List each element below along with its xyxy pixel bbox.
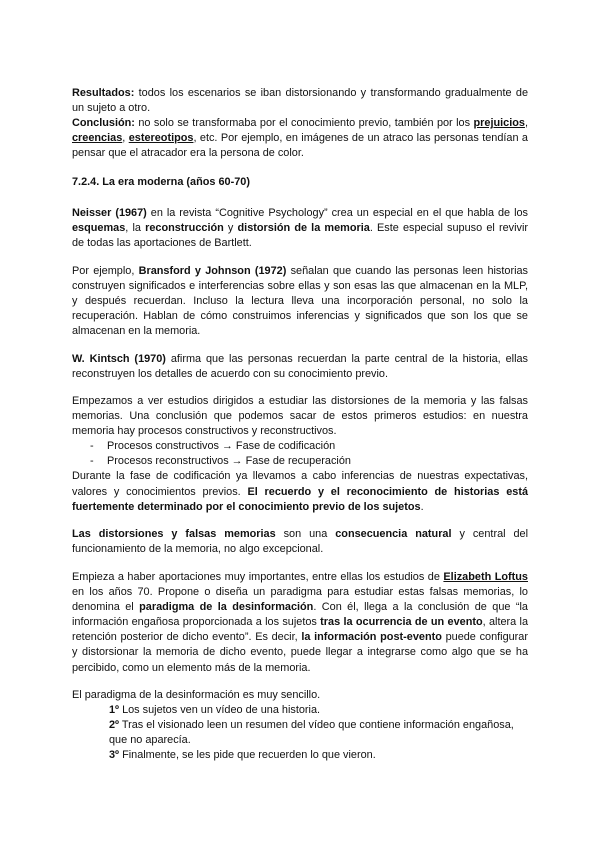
neisser-text-1: en la revista “Cognitive Psychology” crea un especial en el que habla de los xyxy=(146,207,528,219)
step-text-continued: que no aparecía. xyxy=(109,734,191,747)
neisser-text-3: y xyxy=(223,222,238,235)
bransford-text-2: señalan que cuando las personas leen historias construyen significados e interferencias sobre ellas y son esas las que almacenan en la MLP, y después recuerdan. Incluso la lectura lleva una incorporación personal, no solo la recuperación. Hablan de cómo construimos inferencias y significados que son los que se almacenan en la memoria. xyxy=(72,265,528,338)
kintsch-text: afirma que las personas recuerdan la parte central de la historia, ellas reconstruyen los detalles de acuerdo con su conocimiento previo. xyxy=(72,353,529,381)
kintsch-name: W. Kintsch (1970) xyxy=(72,353,166,365)
list-item-text: Procesos reconstructivos → Fase de recuperación xyxy=(107,455,351,468)
keyword-estereotipos: estereotipos xyxy=(128,132,194,145)
loftus-text-3: . Con él, llega a la conclusión de que “la información engañosa proporcionada a los sujetos xyxy=(72,601,528,629)
keyword-distorsion: distorsión de la memoria xyxy=(237,222,370,235)
keyword-prejuicios: prejuicios xyxy=(473,117,525,130)
conclusion-text-2: , xyxy=(524,117,528,130)
results-label: Resultados: xyxy=(72,87,135,99)
keyword-post-evento: la información post-evento xyxy=(301,631,442,644)
natural-text-2: y central del funcionamiento de la memoria, no algo excepcional. xyxy=(72,528,529,556)
paradigm-intro: El paradigma de la desinformación es muy sencillo. xyxy=(72,689,321,701)
natural-paragraph xyxy=(72,527,528,557)
keyword-reconstruccion: reconstrucción xyxy=(145,222,224,235)
loftus-text-4: , altera la retención posterior de dicho evento”. Es decir, xyxy=(72,616,529,644)
results-paragraph xyxy=(72,86,528,116)
conclusion-text-1: no solo se transformaba por el conocimiento previo, también por los xyxy=(134,117,474,130)
conclusion-text-4: , etc. Por ejemplo, en imágenes de un atraco las personas tendían a pensar que el atracador era la persona de color. xyxy=(72,132,528,160)
step-text: Finalmente, se les pide que recuerden lo que vieron. xyxy=(119,749,376,762)
list-item xyxy=(72,748,528,763)
list-item-text: Procesos constructivos → Fase de codificación xyxy=(107,440,336,453)
bransford-name: Bransford y Johnson (1972) xyxy=(138,265,287,277)
step-text: Los sujetos ven un vídeo de una historia. xyxy=(119,704,321,717)
list-item xyxy=(72,439,528,454)
neisser-text-2: , la xyxy=(125,222,146,235)
list-item xyxy=(72,718,528,748)
natural-bold-2: consecuencia natural xyxy=(335,528,452,540)
natural-bold-1: Las distorsiones y falsas memorias xyxy=(72,528,276,540)
distortions-after-end: . xyxy=(420,500,424,513)
neisser-paragraph xyxy=(72,206,528,251)
loftus-text-1: Empieza a haber aportaciones muy importantes, entre ellas los estudios de xyxy=(72,571,444,583)
bransford-paragraph xyxy=(72,264,528,339)
conclusion-label: Conclusión: xyxy=(72,117,135,130)
neisser-name: Neisser (1967) xyxy=(72,207,147,219)
conclusion-text-3: , xyxy=(122,132,129,145)
loftus-paragraph xyxy=(72,570,528,676)
results-text: todos los escenarios se iban distorsionando y transformando gradualmente de un sujeto a otro. xyxy=(72,87,528,115)
conclusion-paragraph xyxy=(72,116,528,161)
step-number: 1º xyxy=(109,704,120,717)
keyword-esquemas: esquemas xyxy=(72,222,126,235)
step-number: 2º xyxy=(109,719,120,732)
distortions-block xyxy=(72,394,528,515)
bransford-text-1: Por ejemplo, xyxy=(72,265,139,277)
loftus-name: Elizabeth Loftus xyxy=(443,571,528,583)
keyword-paradigma: paradigma de la desinformación xyxy=(139,601,314,614)
section-heading: 7.2.4. La era moderna (años 60-70) xyxy=(72,176,250,188)
loftus-text-2: en los años 70. Propone o diseña un paradigma para estudiar estas falsas memorias, lo denomina el xyxy=(72,586,528,614)
dash-bullet: - xyxy=(90,455,94,468)
step-number: 3º xyxy=(109,749,120,762)
natural-text-1: son una xyxy=(275,528,336,540)
distortions-intro: Empezamos a ver estudios dirigidos a estudiar las distorsiones de la memoria y las falsas memorias. Una conclusión que podemos sacar de estos primeros estudios: en nuestra memoria hay procesos constructivos y reconstructivos. xyxy=(72,395,528,438)
kintsch-paragraph xyxy=(72,352,528,382)
keyword-creencias: creencias xyxy=(72,132,123,145)
neisser-text-4: . Este especial supuso el revivir de todas las aportaciones de Bartlett. xyxy=(72,222,528,250)
distortions-after-text: Durante la fase de codificación ya llevamos a cabo inferencias de nuestras expectativas, valores y conocimientos previos. xyxy=(72,470,528,498)
list-item xyxy=(72,454,528,469)
dash-bullet: - xyxy=(90,440,94,453)
paradigm-block xyxy=(72,688,528,763)
loftus-text-5: puede configurar y distorsionar la memoria de dicho evento, puede llegar a integrarse como algo que se ha percibido, como un elemento más de la memoria. xyxy=(72,631,528,674)
results-conclusion-block xyxy=(72,86,528,161)
keyword-tras-evento: tras la ocurrencia de un evento xyxy=(320,616,483,629)
list-item xyxy=(72,703,528,718)
step-text: Tras el visionado leen un resumen del vídeo que contiene información engañosa, xyxy=(119,719,514,732)
distortions-after xyxy=(72,469,528,514)
distortions-after-bold: El recuerdo y el reconocimiento de historias está fuertemente determinado por el conocimiento previo de los sujetos xyxy=(72,485,529,513)
